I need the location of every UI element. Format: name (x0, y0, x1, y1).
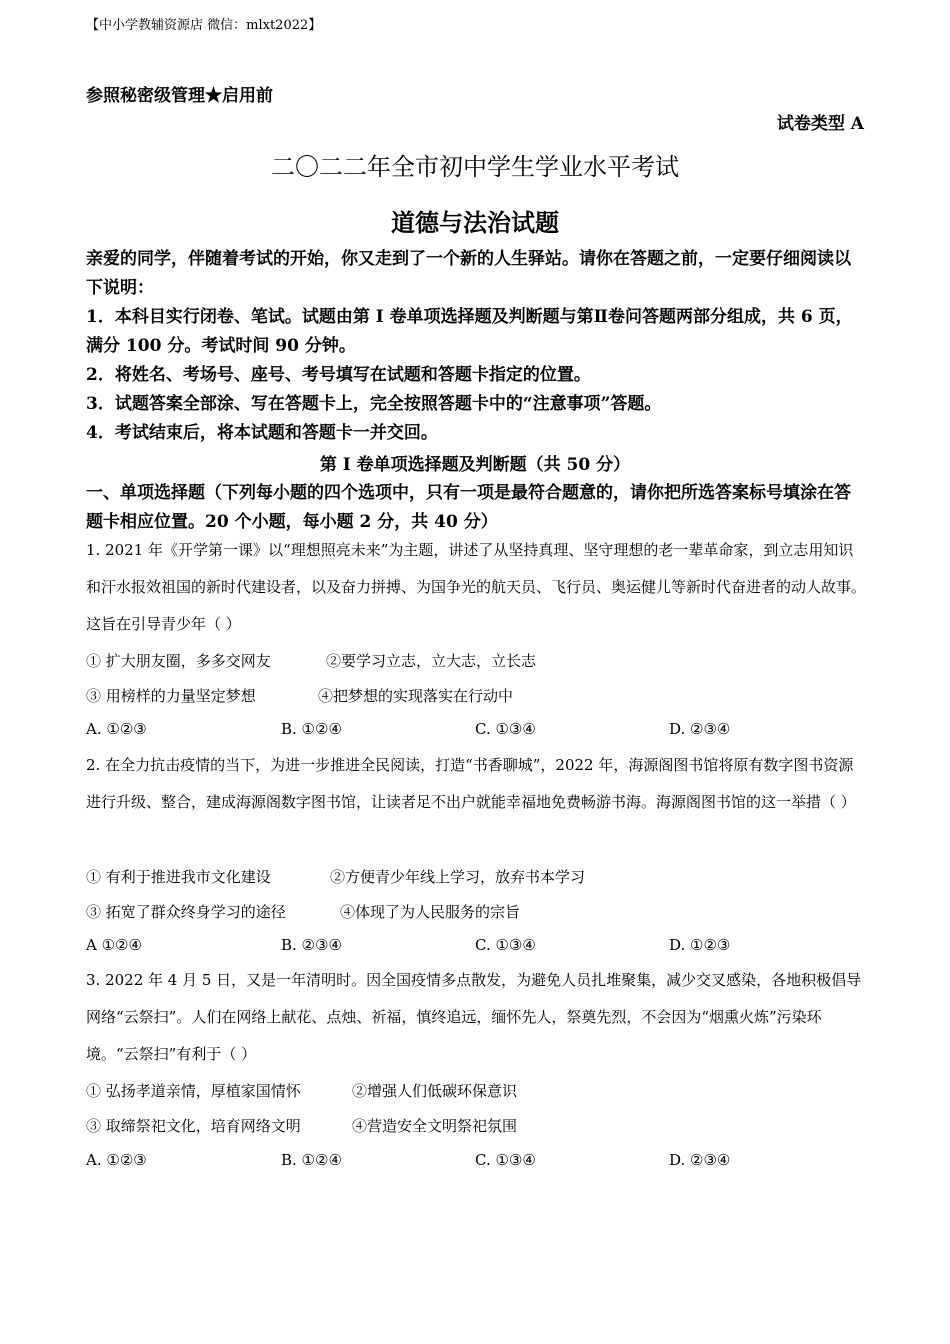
question-options-row (86, 866, 866, 887)
answer-choice-c: C. ①③④ (475, 1151, 536, 1169)
answer-choice-c: C. ①③④ (475, 720, 536, 738)
answer-choice-d: D. ②③④ (669, 1151, 731, 1169)
question-option: ②方便青少年线上学习，放弃书本学习 (330, 868, 586, 886)
answer-choice-b: B. ②③④ (281, 936, 342, 954)
instruction-item-1: 1．本科目实行闭卷、笔试。试题由第 I 卷单项选择题及判断题与第Ⅱ卷问答题两部分组成，共 6 页，满分 100 分。考试时间 90 分钟。 (86, 307, 853, 356)
question-option: ④营造安全文明祭祀氛围 (352, 1117, 518, 1135)
answer-choice-d: D. ②③④ (669, 720, 731, 738)
question-option: ③ 取缔祭祀文化，培育网络文明 (86, 1117, 301, 1135)
question-option: ②要学习立志，立大志，立长志 (326, 652, 537, 670)
part-title: 一、单项选择题（下列每小题的四个选项中，只有一项是最符合题意的，请你把所选答案标号填涂在答题卡相应位置。20 个小题，每小题 2 分，共 40 分） (86, 483, 851, 532)
question-stem: 3. 2022 年 4 月 5 日，又是一年清明时。因全国疫情多点散发，为避免人员扎堆聚集，减少交叉感染，各地积极倡导网络“云祭扫”。人们在网络上献花、点烛、祈福，慎终追远，缅怀先人，祭奠先烈，不会因为“烟熏火炼”污染环境。“云祭扫”有利于（ ） (86, 971, 862, 1063)
answer-choice-a: A ①②④ (86, 936, 142, 954)
question-option: ④体现了为人民服务的宗旨 (340, 903, 521, 921)
watermark-text: 【中小学教辅资源店 微信：mlxt2022】 (86, 18, 322, 33)
instruction-item-3: 3．试题答案全部涂、写在答题卡上，完全按照答题卡中的“注意事项”答题。 (86, 394, 662, 414)
question-options-row (86, 901, 866, 922)
exam-title: 二〇二二年全市初中学生学业水平考试 (271, 153, 679, 181)
answer-choice-b: B. ①②④ (281, 1151, 342, 1169)
question-options-row (86, 1080, 866, 1101)
answer-choice-c: C. ①③④ (475, 936, 536, 954)
question-option: ③ 用榜样的力量坚定梦想 (86, 687, 256, 705)
question-option: ① 有利于推进我市文化建设 (86, 868, 271, 886)
instruction-item-4: 4．考试结束后，将本试题和答题卡一并交回。 (86, 423, 438, 443)
answer-choice-a: A. ①②③ (86, 720, 147, 738)
question-option: ②增强人们低碳环保意识 (352, 1082, 518, 1100)
question-option: ① 弘扬孝道亲情，厚植家国情怀 (86, 1082, 301, 1100)
answer-choice-b: B. ①②④ (281, 720, 342, 738)
answer-choice-a: A. ①②③ (86, 1151, 147, 1169)
question-options-row (86, 685, 866, 706)
instructions-greeting: 亲爱的同学，伴随着考试的开始，你又走到了一个新的人生驿站。请你在答题之前，一定要仔细阅读以下说明： (86, 249, 851, 298)
question-options-row (86, 1115, 866, 1136)
question-option: ① 扩大朋友圈，多多交网友 (86, 652, 271, 670)
answer-choice-d: D. ①②③ (669, 936, 731, 954)
paper-type: 试卷类型 A (776, 114, 864, 134)
question-stem: 2. 在全力抗击疫情的当下，为进一步推进全民阅读，打造“书香聊城”，2022 年，海源阁图书馆将原有数字图书资源进行升级、整合，建成海源阁数字图书馆，让读者足不出户就能幸福地免费畅游书海。海源阁图书馆的这一举措（ ） (86, 756, 856, 811)
question-stem: 1. 2021 年《开学第一课》以“理想照亮未来”为主题，讲述了从坚持真理、坚守理想的老一辈革命家，到立志用知识和汗水报效祖国的新时代建设者，以及奋力拼搏、为国争光的航天员、飞行员、奥运健儿等新时代奋进者的动人故事。这旨在引导青少年（ ） (86, 541, 867, 633)
question-option: ③ 拓宽了群众终身学习的途径 (86, 903, 286, 921)
question-options-row (86, 650, 866, 671)
section-title: 第 I 卷单项选择题及判断题（共 50 分） (319, 455, 631, 475)
subject-title: 道德与法治试题 (391, 208, 559, 237)
secrecy-level: 参照秘密级管理★启用前 (86, 86, 273, 106)
instruction-item-2: 2．将姓名、考场号、座号、考号填写在试题和答题卡指定的位置。 (86, 365, 591, 385)
question-option: ④把梦想的实现落实在行动中 (318, 687, 514, 705)
